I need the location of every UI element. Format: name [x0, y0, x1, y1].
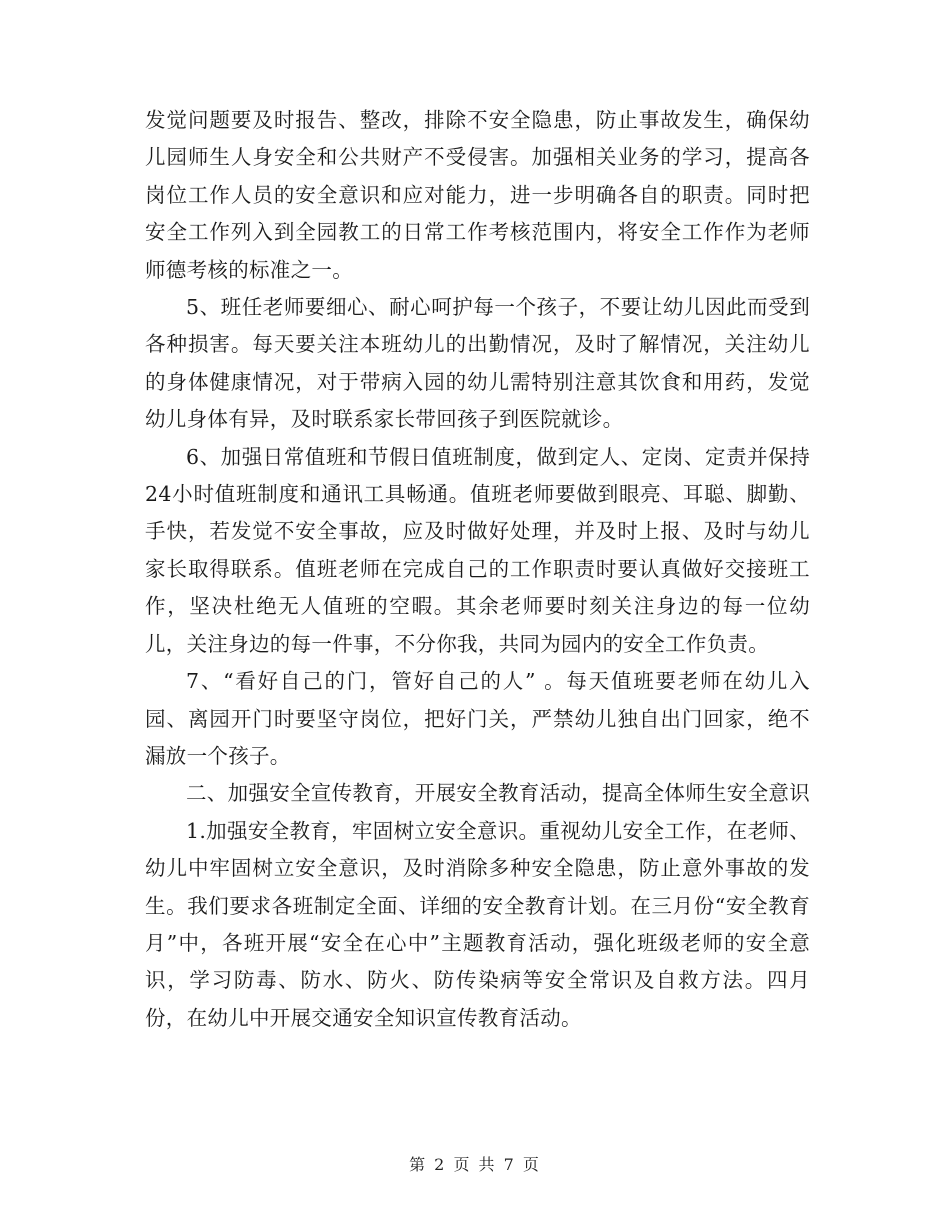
paragraph-item-6: 6、加强日常值班和节假日值班制度，做到定人、定岗、定责并保持24小时值班制度和通讯工具畅通。值班老师要做到眼亮、耳聪、脚勤、手快，若发觉不安全事故，应及时做好处理，并及时上报、及时与幼儿家长取得联系。值班老师在完成自己的工作职责时要认真做好交接班工作，坚决杜绝无人值班的空暇。其余老师要时刻关注身边的每一位幼儿，关注身边的每一件事，不分你我，共同为园内的安全工作负责。 [145, 444, 810, 656]
paragraph-continuation: 发觉问题要及时报告、整改，排除不安全隐患，防止事故发生，确保幼儿园师生人身安全和公共财产不受侵害。加强相关业务的学习，提高各岗位工作人员的安全意识和应对能力，进一步明确各自的职责。同时把安全工作列入到全园教工的日常工作考核范围内，将安全工作作为老师师德考核的标准之一。 [145, 108, 810, 282]
document-body [145, 102, 810, 1037]
paragraph-item-5: 5、班任老师要细心、耐心呵护每一个孩子，不要让幼儿因此而受到各种损害。每天要关注本班幼儿的出勤情况，及时了解情况，关注幼儿的身体健康情况，对于带病入园的幼儿需特别注意其饮食和用药，发觉幼儿身体有异，及时联系家长带回孩子到医院就诊。 [145, 295, 810, 432]
page-number: 第 2 页 共 7 页 [409, 1155, 541, 1174]
paragraph-item-7: 7、“看好自己的门，管好自己的人” 。每天值班要老师在幼儿入园、离园开门时要坚守岗位，把好门关，严禁幼儿独自出门回家，绝不漏放一个孩子。 [145, 669, 810, 768]
section-heading-2: 二、加强安全宣传教育，开展安全教育活动，提高全体师生安全意识 [186, 781, 810, 806]
paragraph-section-2-item-1: 1.加强安全教育，牢固树立安全意识。重视幼儿安全工作，在老师、幼儿中牢固树立安全意识，及时消除多种安全隐患，防止意外事故的发生。我们要求各班制定全面、详细的安全教育计划。在三月份“安全教育月”中，各班开展“安全在心中”主题教育活动，强化班级老师的安全意识，学习防毒、防水、防火、防传染病等安全常识及自救方法。四月份，在幼儿中开展交通安全知识宣传教育活动。 [145, 818, 810, 1030]
